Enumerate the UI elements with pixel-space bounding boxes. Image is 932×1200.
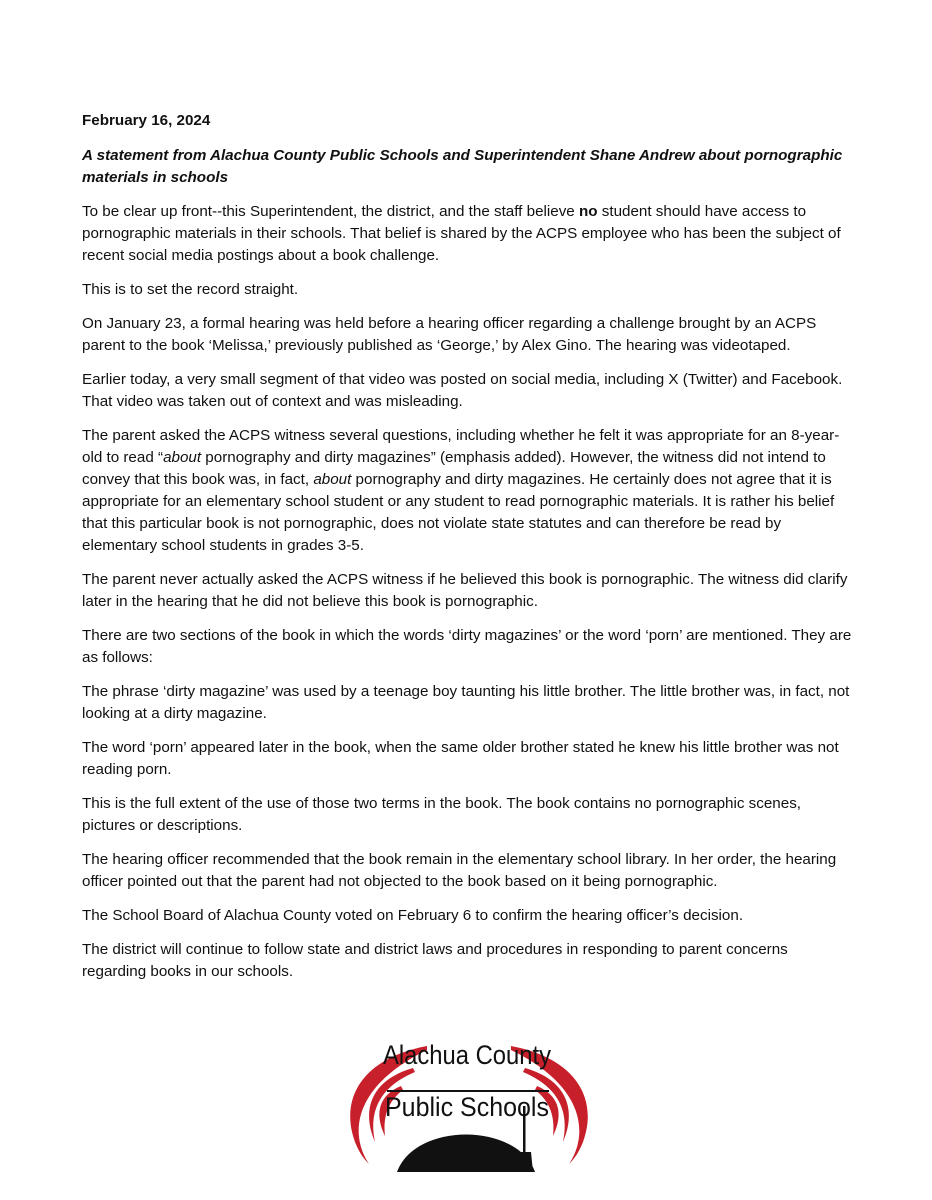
paragraph-3: On January 23, a formal hearing was held before a hearing officer regarding a challenge brought by an ACPS parent to the book ‘Melissa,’ previously published as ‘George,’ by Alex Gino. The hearing was videotaped. xyxy=(82,315,817,354)
paragraph-13: The district will continue to follow state and district laws and procedures in responding to parent concerns regarding books in our schools. xyxy=(82,941,788,980)
statement-date: February 16, 2024 xyxy=(82,112,211,129)
logo-line-1: Alachua County xyxy=(383,1040,552,1070)
paragraph-5 xyxy=(82,425,852,557)
paragraph-1-text-b: student should have access to pornographic materials in their schools. That belief is shared by the ACPS employee who has been the subject of recent social media postings about a book challenge. xyxy=(82,203,841,264)
paragraph-11: The hearing officer recommended that the book remain in the elementary school library. In her order, the hearing officer pointed out that the parent had not objected to the book based on it being pornographic. xyxy=(82,851,837,890)
paragraph-1-text-a: To be clear up front--this Superintendent, the district, and the staff believe xyxy=(82,203,579,220)
paragraph-10: This is the full extent of the use of those two terms in the book. The book contains no pornographic scenes, pictures or descriptions. xyxy=(82,795,802,834)
paragraph-1-emphasis: no xyxy=(578,203,598,220)
logo-mortarboard xyxy=(397,1135,535,1173)
acps-logo xyxy=(335,1034,597,1174)
paragraph-5-text-b: pornography and dirty magazines” (emphasis added). However, the witness did not intend to convey that this book was, in fact, xyxy=(82,449,826,488)
paragraph-7: There are two sections of the book in which the words ‘dirty magazines’ or the word ‘porn’ are mentioned. They are as follows: xyxy=(82,627,852,666)
paragraph-2: This is to set the record straight. xyxy=(82,281,299,298)
paragraph-4: Earlier today, a very small segment of that video was posted on social media, including X (Twitter) and Facebook. That video was taken out of context and was misleading. xyxy=(82,371,843,410)
paragraph-9: The word ‘porn’ appeared later in the book, when the same older brother stated he knew his little brother was not reading porn. xyxy=(82,739,839,778)
paragraph-5-text-a: The parent asked the ACPS witness several questions, including whether he felt it was appropriate for an 8-year-old to read “ xyxy=(82,427,840,466)
statement-body xyxy=(82,110,852,995)
paragraph-5-text-c: pornography and dirty magazines. He certainly does not agree that it is appropriate for an elementary school student or any student to read pornographic materials. It is rather his belief that this particular book is not pornographic, does not violate state statutes and can therefore be read by elementary school students in grades 3-5. xyxy=(82,471,835,554)
paragraph-5-italic-a: about xyxy=(163,449,202,466)
paragraph-12: The School Board of Alachua County voted on February 6 to confirm the hearing officer’s decision. xyxy=(82,907,744,924)
paragraph-5-italic-b: about xyxy=(313,471,352,488)
paragraph-1 xyxy=(82,201,852,267)
paragraph-8: The phrase ‘dirty magazine’ was used by a teenage boy taunting his little brother. The little brother was, in fact, not looking at a dirty magazine. xyxy=(82,683,850,722)
logo-line-2: Public Schools xyxy=(385,1092,549,1122)
paragraph-6: The parent never actually asked the ACPS witness if he believed this book is pornographic. The witness did clarify later in the hearing that he did not believe this book is pornographic. xyxy=(82,571,848,610)
statement-heading: A statement from Alachua County Public Schools and Superintendent Shane Andrew about pornographic materials in schools xyxy=(82,147,843,186)
